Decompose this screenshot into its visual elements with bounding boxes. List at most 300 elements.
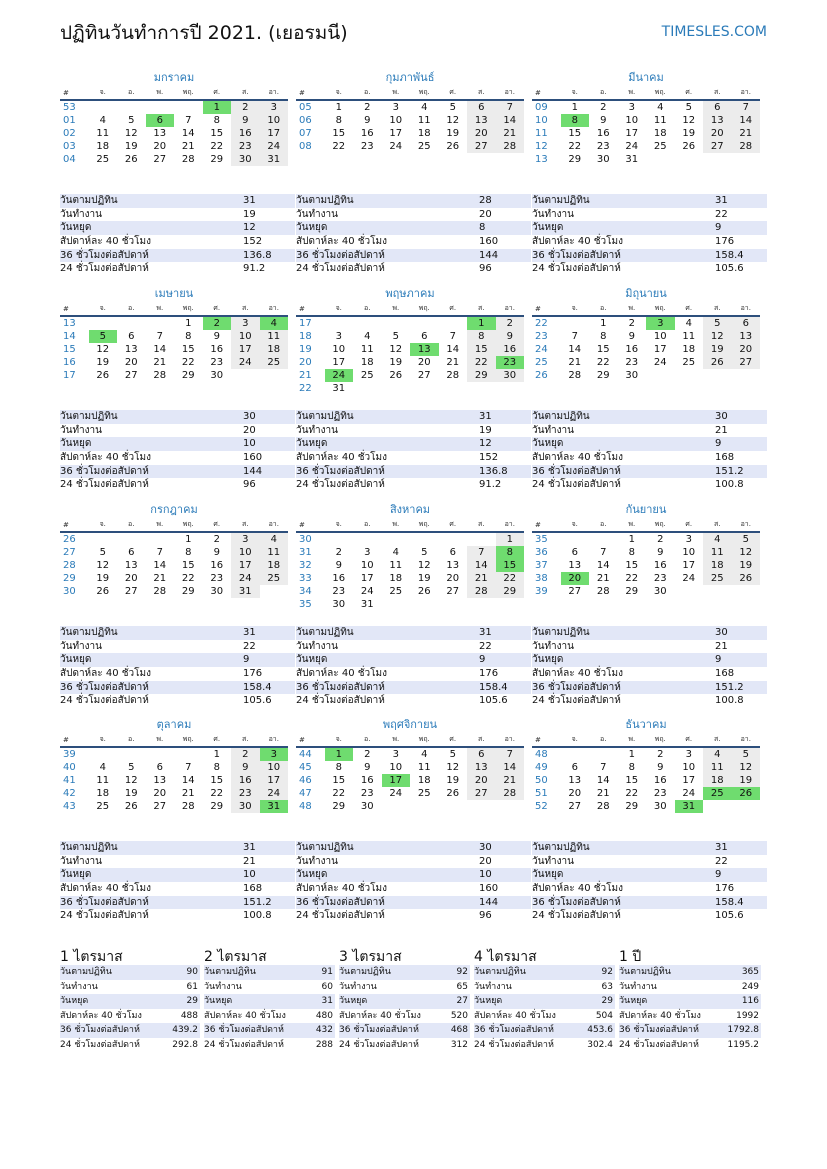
day-cell: 1: [496, 532, 525, 546]
stat-value: 453.6: [587, 1025, 613, 1035]
day-cell: 21: [181, 141, 195, 152]
week-number: 20: [299, 357, 312, 368]
day-cell: 28: [596, 801, 610, 812]
day-cell: 14: [496, 114, 525, 127]
day-cell: 28: [446, 370, 460, 381]
day-cell: 3: [231, 532, 260, 546]
stat-row: [532, 909, 767, 923]
stat-label: 24 ชั่วโมงต่อสัปดาห์: [60, 910, 149, 922]
weekday-header: พ.: [618, 518, 647, 532]
week-row: [60, 572, 288, 585]
week-row: [60, 127, 288, 140]
day-cell: [410, 382, 439, 395]
weekday-header: ส.: [231, 518, 260, 532]
day-cell: 28: [467, 585, 496, 598]
weekday-header: พฤ.: [646, 302, 675, 316]
weekday-header: พฤ.: [410, 733, 439, 747]
week-row: [296, 598, 524, 611]
week-number: 16: [63, 357, 76, 368]
day-cell: 19: [124, 141, 138, 152]
day-cell: [117, 747, 146, 761]
day-cell: 13: [446, 560, 460, 571]
day-cell: 21: [467, 572, 496, 585]
stat-row: [474, 994, 615, 1009]
weekday-header: อ.: [589, 302, 618, 316]
stat-row: [296, 626, 531, 640]
day-cell: [410, 800, 439, 813]
weekday-header: พฤ.: [174, 302, 203, 316]
stat-label: 24 ชั่วโมงต่อสัปดาห์: [532, 479, 621, 491]
day-cell: 12: [417, 560, 431, 571]
stat-row: [532, 681, 767, 695]
weekday-header: #: [60, 86, 89, 100]
stat-row: [296, 249, 531, 263]
weekday-header: ส.: [467, 86, 496, 100]
weekday-header: พฤ.: [174, 518, 203, 532]
day-cell: 11: [389, 560, 403, 571]
weekday-header: อ.: [353, 518, 382, 532]
summary-stats: [474, 965, 615, 1052]
weekday-header: ศ.: [675, 518, 704, 532]
weekday-header: อา.: [260, 733, 289, 747]
day-cell: 22: [568, 141, 582, 152]
stat-label: วันหยุด: [296, 654, 328, 666]
stat-row: [296, 868, 531, 882]
stat-label: 24 ชั่วโมงต่อสัปดาห์: [60, 1039, 140, 1050]
stat-label: วันทำงาน: [619, 981, 657, 992]
day-cell: 16: [625, 344, 639, 355]
day-cell: 31: [360, 599, 374, 610]
weekday-header: #: [60, 733, 89, 747]
stat-value: 100.8: [715, 695, 744, 707]
weekday-header: อ.: [117, 733, 146, 747]
stat-value: 151.2: [715, 465, 744, 477]
day-cell: 3: [231, 316, 260, 330]
stat-value: 22: [243, 640, 256, 652]
stat-value: 176: [479, 668, 499, 680]
stat-value: 105.6: [479, 695, 508, 707]
day-cell: 14: [446, 344, 460, 355]
week-number: 52: [535, 801, 548, 812]
day-cell: 31: [231, 585, 260, 598]
brand-link[interactable]: TIMESLES.COM: [661, 24, 767, 40]
weekday-header: จ.: [325, 518, 354, 532]
stat-value: 100.8: [715, 479, 744, 491]
stat-row: [532, 694, 767, 708]
day-cell: 3: [260, 100, 289, 114]
stat-label: วันตามปฏิทิน: [60, 627, 118, 638]
day-cell: 1: [467, 316, 496, 330]
stat-value: 158.4: [243, 681, 272, 693]
week-row: [532, 800, 760, 813]
stat-row: [60, 694, 295, 708]
stat-label: 36 ชั่วโมงต่อสัปดาห์: [60, 465, 149, 477]
day-cell: 9: [657, 547, 664, 558]
day-cell: 18: [389, 573, 403, 584]
stat-row: [532, 868, 767, 882]
day-cell: 24: [389, 788, 403, 799]
day-cell: 17: [625, 128, 639, 139]
day-cell: 16: [360, 775, 374, 786]
day-cell: [174, 747, 203, 761]
day-cell: 13: [467, 114, 496, 127]
week-row: [296, 800, 524, 813]
week-row: [60, 800, 288, 813]
weekday-header: จ.: [561, 86, 590, 100]
stat-label: 36 ชั่วโมงต่อสัปดาห์: [296, 681, 385, 693]
day-cell: 17: [653, 344, 667, 355]
day-cell: 5: [685, 102, 692, 113]
day-cell: [646, 153, 675, 166]
week-number: 13: [535, 154, 548, 165]
stat-value: 12: [479, 438, 492, 450]
week-number: 28: [63, 560, 76, 571]
month-table: [532, 733, 760, 813]
stat-label: วันตามปฏิทิน: [474, 967, 526, 977]
week-row: [532, 787, 760, 800]
stat-label: วันตามปฏิทิน: [296, 842, 354, 853]
stat-value: 96: [479, 263, 492, 275]
weekday-header: อา.: [260, 302, 289, 316]
day-cell: 22: [625, 788, 639, 799]
day-cell: 16: [653, 560, 667, 571]
day-cell: 27: [124, 370, 138, 381]
day-cell: 21: [496, 127, 525, 140]
weekday-header: #: [532, 733, 561, 747]
stat-value: 1195.2: [727, 1039, 759, 1050]
day-cell: [439, 382, 468, 395]
day-cell: 19: [732, 559, 761, 572]
stat-label: 36 ชั่วโมงต่อสัปดาห์: [60, 1025, 140, 1035]
stat-label: วันทำงาน: [296, 855, 338, 867]
day-cell: 21: [496, 774, 525, 787]
day-cell: 23: [496, 356, 525, 369]
stat-label: 24 ชั่วโมงต่อสัปดาห์: [204, 1039, 284, 1050]
day-cell: 22: [496, 572, 525, 585]
week-row: [296, 114, 524, 127]
week-number: 37: [535, 560, 548, 571]
day-cell: 15: [181, 344, 195, 355]
stat-value: 31: [715, 195, 728, 206]
stat-row: [60, 882, 295, 896]
month-calendar: [296, 70, 524, 153]
stat-value: 31: [479, 627, 492, 638]
stat-row: [619, 965, 761, 980]
weekday-header: อ.: [589, 86, 618, 100]
stat-value: 21: [715, 640, 728, 652]
day-cell: 20: [703, 127, 732, 140]
day-cell: 6: [156, 762, 163, 773]
day-cell: 13: [153, 775, 167, 786]
day-cell: [89, 532, 118, 546]
week-row: [60, 330, 288, 343]
day-cell: 11: [682, 331, 696, 342]
week-row: [532, 559, 760, 572]
stat-value: 468: [450, 1025, 468, 1035]
day-cell: 1: [185, 318, 192, 329]
stat-label: วันตามปฏิทิน: [296, 195, 354, 206]
stat-value: 63: [601, 981, 613, 992]
day-cell: 7: [185, 115, 192, 126]
day-cell: 1: [335, 102, 342, 113]
day-cell: 26: [417, 586, 431, 597]
weekday-header: พฤ.: [410, 518, 439, 532]
stat-value: 151.2: [243, 896, 272, 908]
week-row: [60, 140, 288, 153]
stat-label: วันหยุด: [296, 438, 328, 450]
day-cell: 27: [703, 140, 732, 153]
stat-value: 136.8: [243, 249, 272, 261]
stat-row: [339, 1023, 470, 1038]
week-number: 51: [535, 788, 548, 799]
weekday-header: พฤ.: [410, 302, 439, 316]
stat-label: วันทำงาน: [60, 208, 102, 220]
day-cell: 4: [421, 102, 428, 113]
weekday-header: อ.: [117, 86, 146, 100]
day-cell: 30: [653, 586, 667, 597]
stat-value: 1992: [736, 1010, 759, 1021]
weekday-header: อา.: [496, 518, 525, 532]
day-cell: 17: [360, 573, 374, 584]
stat-row: [339, 1038, 470, 1053]
week-row: [60, 787, 288, 800]
weekday-header: จ.: [89, 733, 118, 747]
day-cell: 8: [467, 330, 496, 343]
stat-row: [532, 478, 767, 492]
stat-row: [204, 965, 335, 980]
day-cell: 7: [571, 331, 578, 342]
week-row: [60, 153, 288, 166]
day-cell: 13: [467, 761, 496, 774]
day-cell: 29: [568, 154, 582, 165]
stat-label: วันหยุด: [60, 654, 92, 666]
stat-label: วันตามปฏิทิน: [532, 842, 590, 853]
stat-label: 24 ชั่วโมงต่อสัปดาห์: [296, 910, 385, 922]
stat-row: [339, 965, 470, 980]
day-cell: 9: [364, 115, 371, 126]
day-cell: 7: [496, 747, 525, 761]
stat-label: สัปดาห์ละ 40 ชั่วโมง: [60, 452, 151, 464]
week-number: 19: [299, 344, 312, 355]
stat-row: [296, 424, 531, 438]
day-cell: 17: [260, 127, 289, 140]
stat-label: วันทำงาน: [339, 981, 377, 992]
stat-label: วันหยุด: [60, 222, 92, 234]
stat-row: [60, 1023, 200, 1038]
week-number: 39: [63, 749, 76, 760]
day-cell: 11: [653, 115, 667, 126]
stat-row: [296, 681, 531, 695]
day-cell: 22: [625, 573, 639, 584]
stat-row: [296, 896, 531, 910]
stat-row: [204, 1009, 335, 1024]
day-cell: 12: [124, 775, 138, 786]
day-cell: 6: [128, 547, 135, 558]
week-row: [296, 532, 524, 546]
stat-row: [60, 653, 295, 667]
week-number: 04: [63, 154, 76, 165]
day-cell: [732, 585, 761, 598]
week-number: 48: [535, 749, 548, 760]
day-cell: 29: [181, 370, 195, 381]
day-cell: 26: [446, 788, 460, 799]
stat-value: 136.8: [479, 465, 508, 477]
day-cell: 26: [703, 356, 732, 369]
stat-value: 92: [601, 967, 613, 977]
stat-value: 144: [243, 465, 263, 477]
weekday-header: พ.: [618, 86, 647, 100]
day-cell: 20: [124, 357, 138, 368]
stat-row: [474, 1009, 615, 1024]
weekday-header: พ.: [382, 302, 411, 316]
day-cell: 12: [96, 344, 110, 355]
stat-value: 152: [243, 236, 263, 248]
day-cell: [467, 598, 496, 611]
weekday-header: พ.: [618, 733, 647, 747]
month-calendar: [532, 286, 760, 382]
weekday-header: #: [60, 518, 89, 532]
stat-label: วันทำงาน: [296, 424, 338, 436]
day-cell: 25: [417, 788, 431, 799]
week-row: [60, 356, 288, 369]
day-cell: 24: [682, 573, 696, 584]
stat-value: 31: [479, 411, 492, 422]
day-cell: 3: [685, 534, 692, 545]
month-stats: [296, 626, 531, 708]
day-cell: 22: [467, 356, 496, 369]
week-number: 17: [63, 370, 76, 381]
weekday-header: พฤ.: [174, 86, 203, 100]
stat-label: สัปดาห์ละ 40 ชั่วโมง: [532, 668, 623, 680]
stat-row: [532, 194, 767, 208]
day-cell: [231, 369, 260, 382]
day-cell: 7: [156, 331, 163, 342]
stat-value: 29: [186, 996, 198, 1006]
month-table: [60, 302, 288, 382]
day-cell: [117, 316, 146, 330]
summary-title: 1 ปี: [619, 949, 642, 965]
day-cell: 16: [210, 560, 224, 571]
week-row: [532, 546, 760, 559]
week-number: 35: [299, 599, 312, 610]
stat-row: [339, 994, 470, 1009]
day-cell: 4: [260, 532, 289, 546]
month-stats: [532, 626, 767, 708]
day-cell: 4: [260, 316, 289, 330]
stat-value: 288: [315, 1039, 333, 1050]
stat-value: 480: [315, 1010, 333, 1021]
day-cell: [675, 153, 704, 166]
stat-label: วันทำงาน: [532, 855, 574, 867]
day-cell: 26: [446, 141, 460, 152]
page-title: ปฏิทินวันทำการปี 2021. (เยอรมนี): [60, 22, 348, 44]
week-row: [296, 585, 524, 598]
weekday-header: #: [532, 86, 561, 100]
day-cell: [732, 369, 761, 382]
stat-row: [532, 235, 767, 249]
stat-row: [296, 410, 531, 424]
day-cell: 18: [360, 357, 374, 368]
stat-value: 19: [243, 208, 256, 220]
stat-row: [60, 909, 295, 923]
stat-row: [296, 194, 531, 208]
weekday-header: ศ.: [675, 733, 704, 747]
weekday-header: #: [296, 86, 325, 100]
stat-label: วันทำงาน: [532, 424, 574, 436]
month-calendar: [296, 286, 524, 395]
stat-row: [60, 221, 295, 235]
week-row: [296, 559, 524, 572]
day-cell: 27: [467, 140, 496, 153]
day-cell: 4: [703, 532, 732, 546]
day-cell: [410, 316, 439, 330]
weekday-header: ศ.: [439, 518, 468, 532]
day-cell: [589, 747, 618, 761]
week-number: 42: [63, 788, 76, 799]
day-cell: 19: [732, 774, 761, 787]
day-cell: 8: [561, 114, 590, 127]
day-cell: 26: [124, 801, 138, 812]
month-title: เมษายน: [154, 287, 194, 300]
week-number: 05: [299, 102, 312, 113]
week-number: 31: [299, 547, 312, 558]
stat-label: 24 ชั่วโมงต่อสัปดาห์: [296, 479, 385, 491]
stat-value: 105.6: [243, 695, 272, 707]
day-cell: 9: [496, 330, 525, 343]
day-cell: [496, 598, 525, 611]
weekday-header: จ.: [89, 302, 118, 316]
day-cell: 21: [596, 788, 610, 799]
stat-label: วันหยุด: [339, 996, 368, 1006]
month-calendar: [532, 502, 760, 598]
stat-label: สัปดาห์ละ 40 ชั่วโมง: [296, 668, 387, 680]
day-cell: 27: [124, 586, 138, 597]
day-cell: 26: [96, 586, 110, 597]
day-cell: 28: [181, 801, 195, 812]
week-row: [296, 356, 524, 369]
day-cell: 2: [600, 102, 607, 113]
day-cell: 17: [382, 774, 411, 787]
day-cell: 17: [231, 343, 260, 356]
day-cell: 18: [703, 774, 732, 787]
day-cell: [467, 532, 496, 546]
day-cell: 19: [446, 775, 460, 786]
week-row: [60, 100, 288, 114]
month-calendar: [532, 717, 760, 813]
stat-value: 8: [479, 222, 486, 234]
stat-row: [532, 626, 767, 640]
stat-row: [474, 1038, 615, 1053]
stat-value: 158.4: [715, 249, 744, 261]
day-cell: 8: [185, 331, 192, 342]
day-cell: [496, 382, 525, 395]
month-stats: [60, 194, 295, 276]
day-cell: [439, 532, 468, 546]
stat-row: [296, 882, 531, 896]
day-cell: [353, 532, 382, 546]
day-cell: 15: [181, 560, 195, 571]
day-cell: 13: [703, 114, 732, 127]
stat-row: [619, 994, 761, 1009]
day-cell: 1: [325, 747, 354, 761]
week-number: 32: [299, 560, 312, 571]
day-cell: 26: [682, 141, 696, 152]
day-cell: [146, 747, 175, 761]
day-cell: 10: [231, 330, 260, 343]
stat-label: วันตามปฏิทิน: [60, 967, 112, 977]
week-number: 40: [63, 762, 76, 773]
stat-label: วันทำงาน: [60, 424, 102, 436]
